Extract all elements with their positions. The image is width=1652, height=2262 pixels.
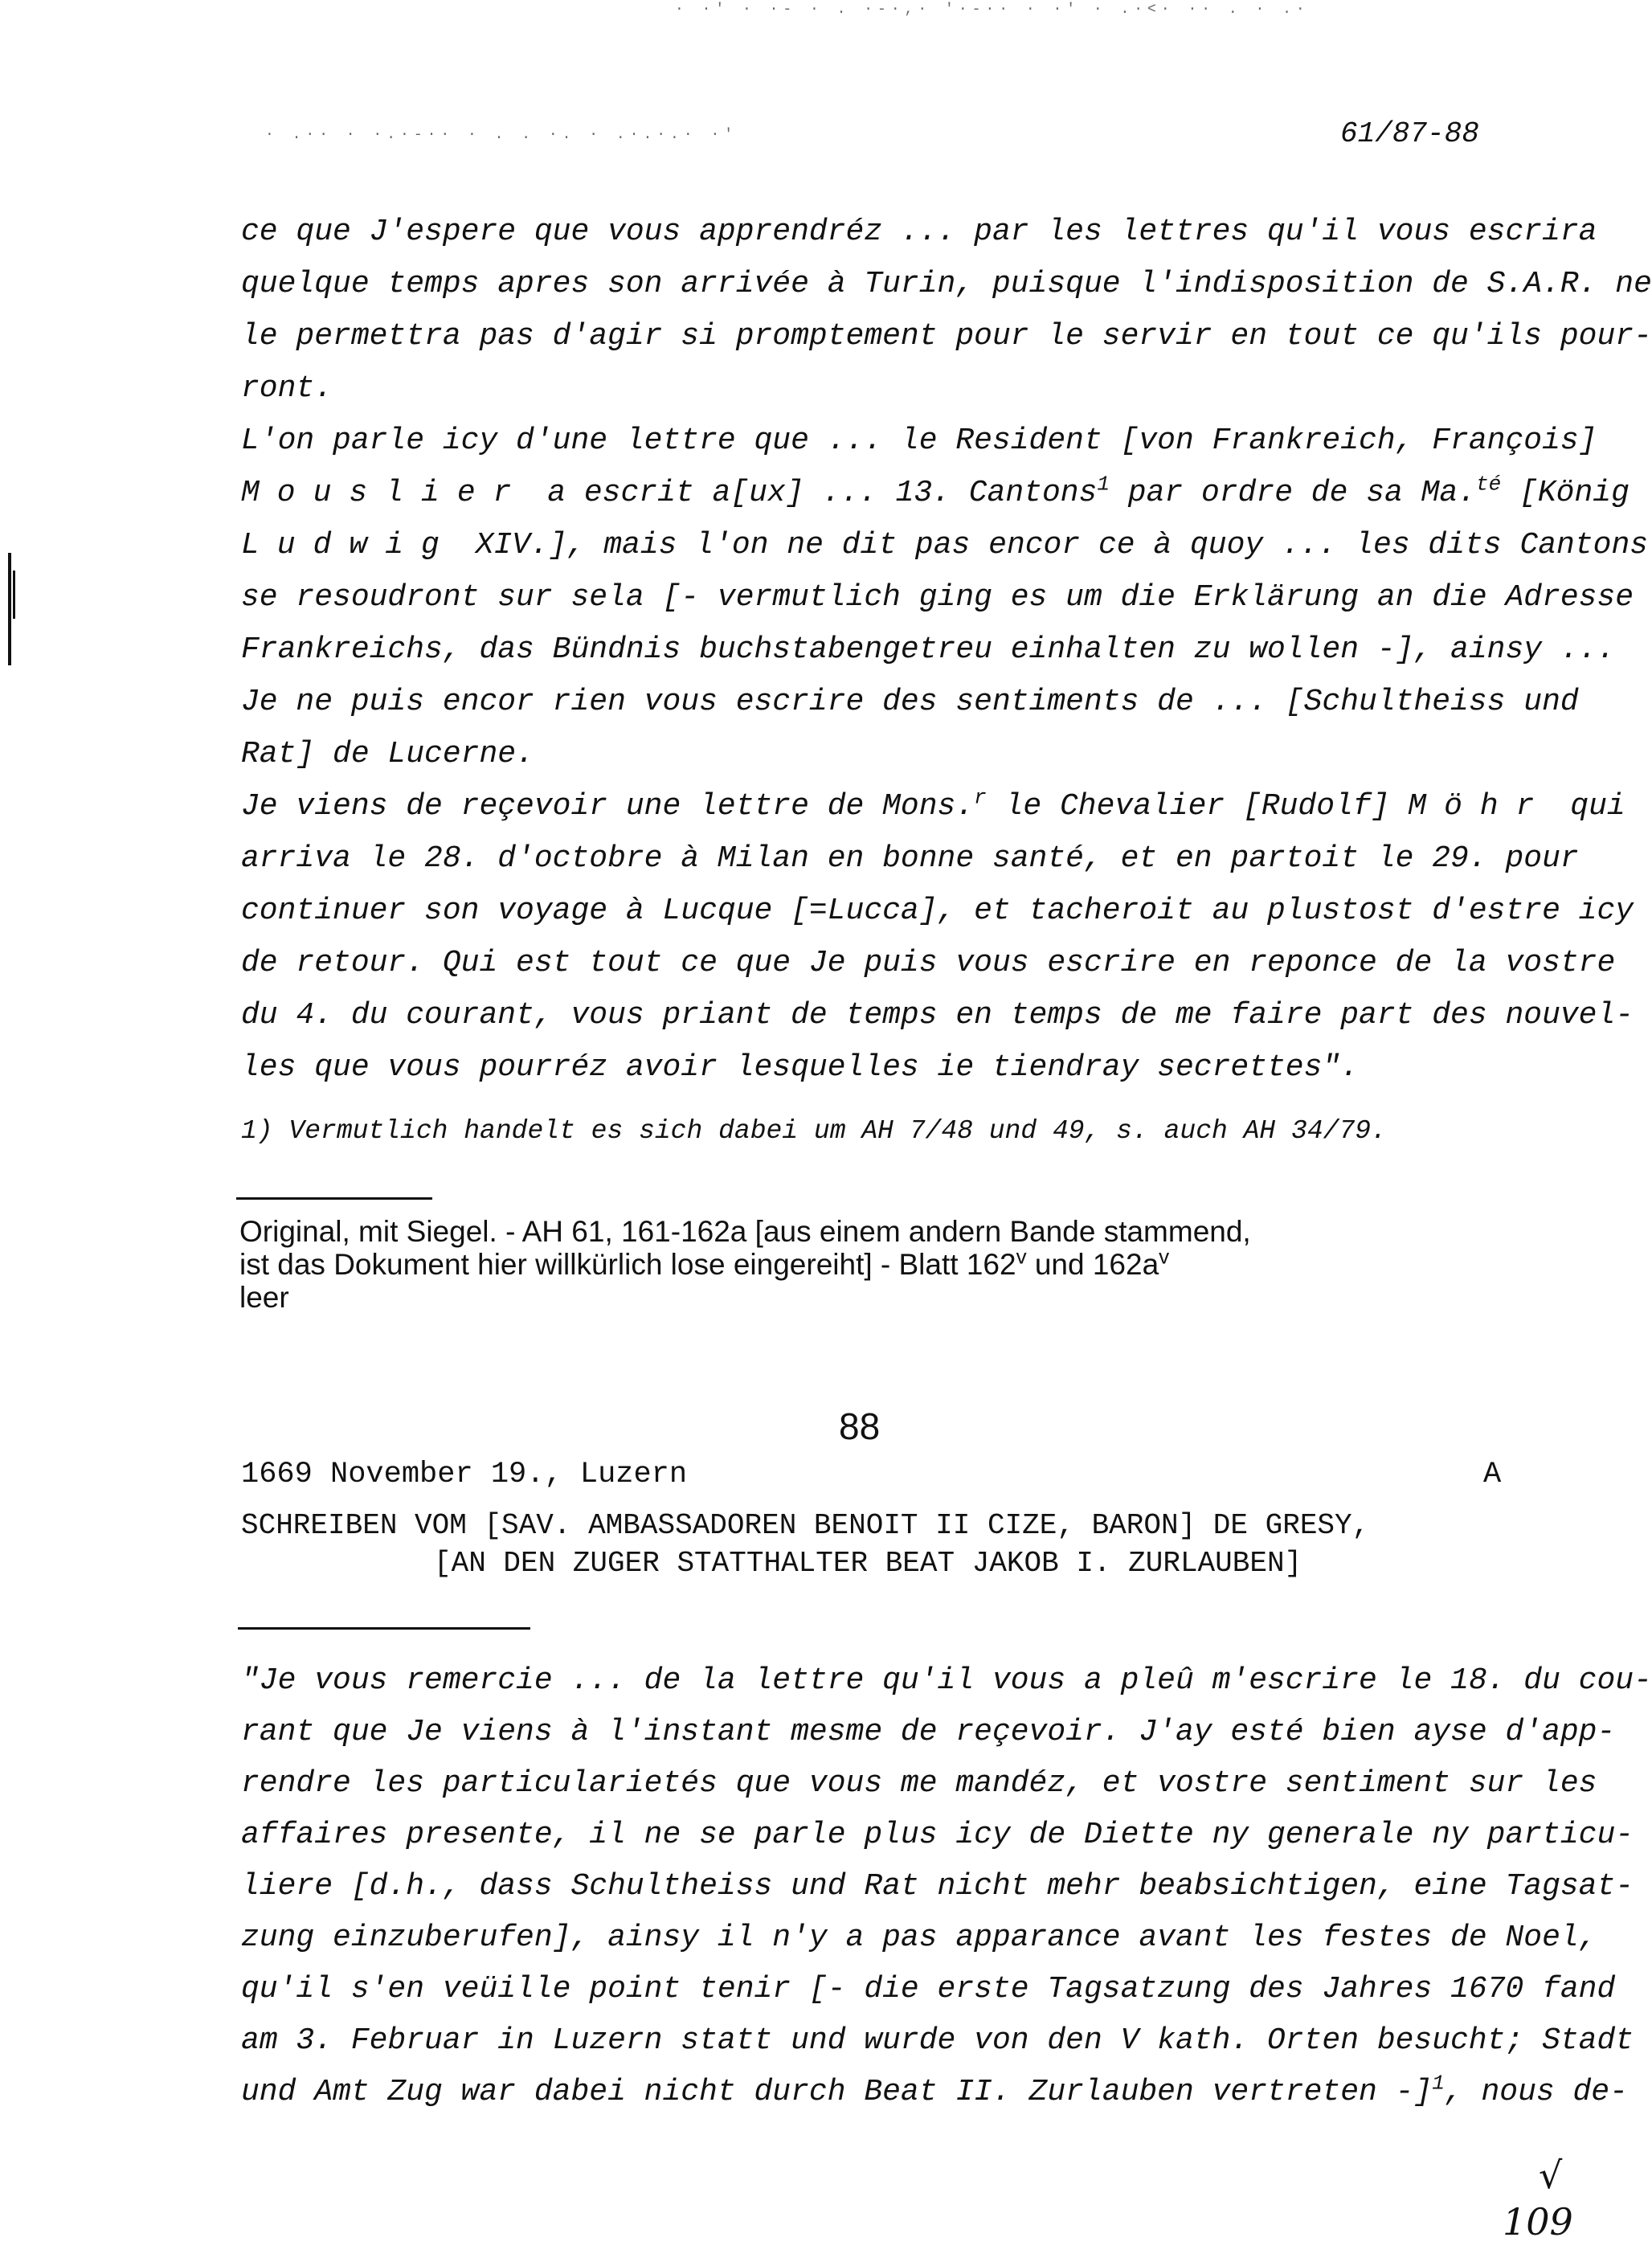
handwritten-folio: 109: [1503, 2200, 1573, 2244]
binding-mark: [8, 553, 11, 665]
source-note: [239, 1215, 1251, 1314]
text-line: liere [d.h., dass Schultheiss und Rat nicht mehr beabsichtigen, eine Tagsat-: [241, 1869, 1634, 1904]
spaced-name: Möhr: [1408, 789, 1552, 824]
page-reference: 61/87-88: [1340, 117, 1479, 150]
text-line: les que vous pourréz avoir lesquelles ie tiendray secrettes".: [241, 1050, 1360, 1085]
text-line: Frankreichs, das Bündnis buchstabengetreu einhalten zu wollen -], ainsy ...: [241, 632, 1616, 667]
text-line: continuer son voyage à Lucque [=Lucca], et tacheroit au plustost d'estre icy: [241, 894, 1634, 928]
text-line: L'on parle icy d'une lettre que ... le Resident [von Frankreich, François]: [241, 423, 1597, 458]
text-line: de retour. Qui est tout ce que Je puis vous escrire en reponce de la vostre: [241, 946, 1616, 980]
source-line: ist das Dokument hier willkürlich lose eingereiht] - Blatt 162$^v$ und $162a^v$: [239, 1244, 1170, 1281]
text-line: du 4. du courant, vous priant de temps en temps de me faire part des nouvel-: [241, 998, 1634, 1033]
text-line: se resoudront sur sela [- vermutlich ging es um die Erklärung an die Adresse: [241, 580, 1634, 615]
text-line: am 3. Februar in Luzern statt und wurde von den V kath. Orten besucht; Stadt: [241, 2023, 1634, 2058]
text-line: qu'il s'en veüille point tenir [- die erste Tagsatzung des Jahres 1670 fand: [241, 1972, 1616, 2006]
text-line: zung einzuberufen], ainsy il n'y a pas apparance avant les festes de Noel,: [241, 1920, 1597, 1955]
scan-noise: · .·· · ·.·-·· · . . ·. · .·.·.· ·': [265, 127, 738, 143]
scan-noise: · ·' · ·- · . ·-·,· '·-·· · ·' · .·<· ·· . · .·: [675, 2, 1310, 18]
text-line: Rat] de Lucerne.: [241, 737, 534, 771]
separator-rule: [238, 1627, 530, 1630]
text-line: Je ne puis encor rien vous escrire des sentiments de ... [Schultheiss und: [241, 685, 1579, 719]
text-line: Je viens de reçevoir une lettre de Mons.$^r$ le Chevalier [Rudolf] Möhr qui: [241, 785, 1625, 824]
footnote: 1) Vermutlich handelt es sich dabei um AH 7/48 und 49, s. auch AH 34/79.: [241, 1116, 1387, 1146]
binding-mark: [13, 571, 15, 619]
text-line: "Je vous remercie ... de la lettre qu'il vous a pleû m'escrire le 18. du cou-: [241, 1663, 1652, 1698]
document-number: 88: [839, 1405, 881, 1447]
footnote-ref: 1: [1097, 472, 1110, 497]
separator-rule: [236, 1197, 432, 1200]
spaced-name: Ludwig: [241, 528, 457, 562]
spaced-name: Mouslier: [241, 476, 530, 510]
text-line: rendre les particularietés que vous me mandéz, et vostre sentiment sur les: [241, 1766, 1597, 1801]
text-line: und Amt Zug war dabei nicht durch Beat II. Zurlauben vertreten -]$^1$, nous de-: [241, 2071, 1628, 2109]
text-line: arriva le 28. d'octobre à Milan en bonne santé, et en partoit le 29. pour: [241, 841, 1579, 876]
text-line: rant que Je viens à l'instant mesme de reçevoir. J'ay esté bien ayse d'app-: [241, 1715, 1616, 1749]
document-title: SCHREIBEN VOM [SAV. AMBASSADOREN BENOIT II CIZE, BARON] DE GRESY,: [241, 1509, 1370, 1542]
text-line: quelque temps apres son arrivée à Turin, puisque l'indisposition de S.A.R. ne: [241, 267, 1652, 301]
text-line: Ludwig XIV.], mais l'on ne dit pas encor ce à quoy ... les dits Cantons: [241, 528, 1649, 562]
text-line: Mouslier a escrit a[ux] ... 13. Cantons$^1$ par ordre de sa Ma.$^{té}$ [König: [241, 472, 1630, 510]
handwritten-check: √: [1539, 2154, 1563, 2197]
text-line: le permettra pas d'agir si promptement pour le servir en tout ce qu'ils pour-: [241, 319, 1652, 354]
document-type: A: [1483, 1458, 1502, 1491]
text-line: affaires presente, il ne se parle plus icy de Diette ny generale ny particu-: [241, 1818, 1634, 1852]
source-line: leer: [239, 1281, 289, 1314]
text-line: ce que J'espere que vous apprendréz ... par les lettres qu'il vous escrira: [241, 215, 1597, 249]
document-title: [AN DEN ZUGER STATTHALTER BEAT JAKOB I. ZURLAUBEN]: [434, 1547, 1302, 1580]
text-line: ront.: [241, 371, 333, 406]
source-line: Original, mit Siegel. - AH 61, 161-162a [aus einem andern Bande stammend,: [239, 1215, 1251, 1248]
footnote-ref: 1: [1432, 2071, 1445, 2096]
document-date: 1669 November 19., Luzern: [241, 1458, 688, 1491]
